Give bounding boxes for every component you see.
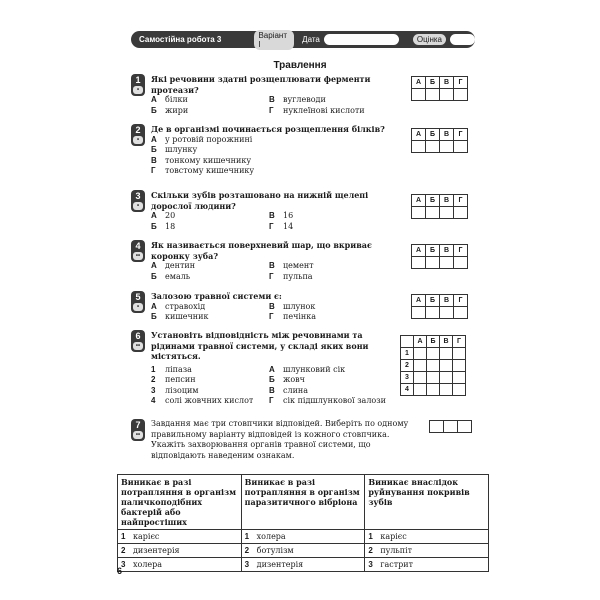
option: В слина (269, 385, 308, 395)
answer-grid-4[interactable]: А Б В Г (411, 244, 468, 269)
question-text: Які речовини здатні розщеплювати ферменти протеази? (151, 74, 371, 95)
question-5 (131, 291, 401, 323)
date-label: Дата (302, 35, 320, 44)
option: А білки (151, 95, 188, 104)
option: Г товстому кишечнику (151, 166, 255, 175)
option: Г нуклеїнові кислоти (269, 105, 365, 115)
question-text: Скільки зубів розташовано на нижній щелепі дорослої людини? (151, 190, 369, 211)
option: Б кишечник (151, 312, 209, 321)
grade-field[interactable] (450, 34, 475, 45)
option: 1 ліпаза (151, 364, 192, 374)
page-number: 6 (117, 566, 123, 576)
option: А стравохід (151, 301, 206, 311)
column-header: Виникає в разі потрапляння в організм паличкоподібних бактерій або найпростіших (118, 475, 242, 530)
option: В цемент (269, 261, 314, 270)
question-number-badge: 4 •• (131, 240, 145, 262)
table-row: 3 холера 3 дизентерія 3 гастрит (118, 558, 489, 572)
option: 3 лізоцим (151, 385, 199, 395)
answer-boxes-7[interactable] (430, 420, 472, 433)
question-6 (131, 330, 396, 407)
answer-grid-5[interactable]: А Б В Г (411, 294, 468, 319)
question-number-badge: 1 • (131, 74, 145, 96)
question-text: Установіть відповідність між речовинами та рідинами травної системи, у складі яких вони містяться. (151, 330, 369, 361)
work-title: Самостійна робота 3 (139, 35, 222, 44)
column-header: Виникає внаслідок руйнування покривів зубів (365, 475, 489, 530)
option: А 20 (151, 211, 176, 220)
option: А шлунковий сік (269, 364, 346, 374)
header-bar (131, 31, 475, 48)
option: Г сік підшлункової залози (269, 396, 386, 405)
option: Г печінка (269, 312, 317, 321)
question-text: Завдання має три стовпчики відповідей. Виберіть по одному правильному варіанту відповідей із кожного стовпчика. Укажіть захворювання органів травної системи, що відповідають наведеним ознакам. (151, 419, 409, 460)
option: 4 солі жовчних кислот (151, 396, 254, 405)
question-text: Де в організмі починається розщеплення білків? (151, 124, 385, 134)
option: Б шлунку (151, 145, 198, 154)
answer-grid-1[interactable]: А Б В Г (411, 76, 468, 101)
question-2 (131, 124, 401, 177)
question-4 (131, 240, 401, 282)
question-1 (131, 74, 401, 116)
question-number-badge: 5 • (131, 291, 145, 313)
answer-grid-2[interactable]: А Б В Г (411, 128, 468, 153)
option: В вуглеводи (269, 95, 326, 104)
option: А дентин (151, 261, 196, 270)
question-number-badge: 2 • (131, 124, 145, 146)
table-row: 2 дизентерія 2 ботулізм 2 пульпіт (118, 544, 489, 558)
matching-grid-6[interactable]: А Б В Г 1 2 3 4 (400, 335, 466, 396)
option: Б емаль (151, 271, 191, 281)
column-header: Виникає в разі потрапляння в організм паразитичного вібріона (241, 475, 365, 530)
option: Г пульпа (269, 271, 313, 281)
option: В шлунок (269, 301, 316, 311)
variant-label: Варіант І (254, 30, 294, 50)
answer-grid-3[interactable]: А Б В Г (411, 194, 468, 219)
option: В тонкому кишечнику (151, 155, 252, 165)
disease-table (117, 474, 489, 572)
option: Б жири (151, 105, 189, 115)
question-number-badge: 3 • (131, 190, 145, 212)
option: 2 пепсин (151, 375, 196, 384)
option: Б жовч (269, 375, 305, 384)
question-7 (131, 419, 413, 461)
date-field[interactable] (324, 34, 399, 45)
question-text: Залозою травної системи є: (151, 291, 282, 301)
option: В 16 (269, 211, 294, 220)
option: Г 14 (269, 221, 294, 231)
question-3 (131, 190, 401, 232)
question-number-badge: 6 •• (131, 330, 145, 352)
table-row: 1 карієс 1 холера 1 карієс (118, 530, 489, 544)
question-text: Як називається поверхневий шар, що вкриває коронку зуба? (151, 240, 372, 261)
option: Б 18 (151, 221, 176, 231)
section-title: Травлення (273, 60, 327, 71)
question-number-badge: 7 •• (131, 419, 145, 441)
option: А у ротовій порожнині (151, 134, 253, 144)
grade-label: Оцінка (413, 34, 446, 45)
